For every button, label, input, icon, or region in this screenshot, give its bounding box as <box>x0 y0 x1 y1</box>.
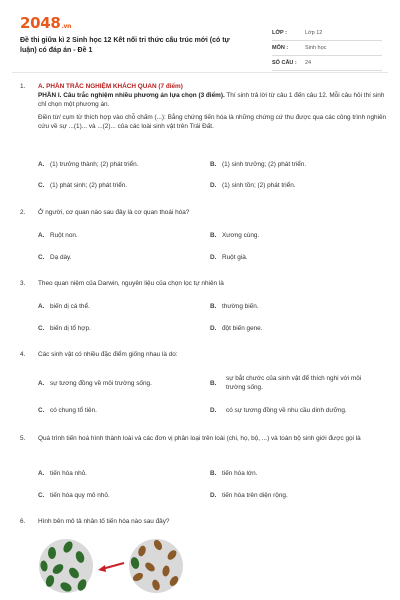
question-stem: Theo quan niệm của Darwin, nguyên liệu của chọn lọc tự nhiên là <box>38 280 224 287</box>
part-instructions <box>38 91 388 109</box>
option-letter: B. <box>210 161 217 168</box>
option-letter: D. <box>210 254 217 261</box>
option-letter: D. <box>210 492 217 499</box>
option-text: Xương cùng. <box>222 232 260 239</box>
option-text: (1) sinh tồn; (2) phát triển. <box>222 182 296 189</box>
option-text: sự tương đồng về môi trường sống. <box>50 380 152 387</box>
option-text: có chung tổ tiên. <box>50 407 97 414</box>
option-text: thường biến. <box>222 303 259 310</box>
meta-row-count <box>272 56 382 71</box>
option-letter: C. <box>38 407 45 414</box>
meta-key: MÔN : <box>272 45 289 51</box>
document-title: Đề thi giữa kì 2 Sinh học 12 Kết nối tri thức cấu trúc mới (có tự luận) có đáp án - Đề 1 <box>20 37 230 54</box>
question-3 <box>20 279 388 334</box>
question-4 <box>20 350 388 420</box>
meta-key: SỐ CÂU : <box>272 60 297 66</box>
meta-table <box>272 26 382 71</box>
question-body <box>38 82 388 131</box>
option-letter: D. <box>210 407 217 414</box>
option-text: (1) sinh trưởng; (2) phát triển. <box>222 161 307 168</box>
option-letter: C. <box>38 254 45 261</box>
option-text: (1) trưởng thành; (2) phát triển. <box>50 161 139 168</box>
option-text: tiến hóa nhỏ. <box>50 470 87 477</box>
part-text: Thí sinh trả lời từ câu 1 đến câu 12. Mỗi câu hỏi thí sinh chỉ chọn một phương án. <box>38 92 385 108</box>
option-text: Dạ dày. <box>50 254 72 261</box>
option-text: tiến hóa trên diện rộng. <box>222 492 288 499</box>
question-number: 4. <box>20 351 26 358</box>
option-letter: B. <box>210 470 217 477</box>
question-number: 3. <box>20 280 26 287</box>
logo-main: 2048 <box>20 14 61 32</box>
site-logo[interactable] <box>20 14 71 32</box>
option-text: tiến hóa lớn. <box>222 470 258 477</box>
option-text: biến dị cá thể. <box>50 303 90 310</box>
meta-row-subject <box>272 41 382 56</box>
option-letter: A. <box>38 161 45 168</box>
option-text: đột biến gene. <box>222 325 263 332</box>
option-letter: B. <box>210 303 217 310</box>
option-text: tiến hóa quy mô nhỏ. <box>50 492 110 499</box>
question-stem: Hình bên mô tả nhân tố tiến hóa nào sau đây? <box>38 518 170 525</box>
question-5 <box>20 434 388 504</box>
option-text: biến dị tổ hợp. <box>50 325 91 332</box>
question-stem: Các sinh vật có nhiều đặc điểm giống nhau là do: <box>38 351 178 358</box>
option-letter: A. <box>38 232 45 239</box>
option-letter: D. <box>210 325 217 332</box>
arrow-icon <box>98 563 124 572</box>
question-1 <box>20 82 388 194</box>
question-number: 6. <box>20 518 26 525</box>
option-letter: A. <box>38 303 45 310</box>
option-letter: C. <box>38 492 45 499</box>
question-6-figure <box>38 533 188 600</box>
meta-value: 24 <box>305 60 312 66</box>
option-letter: B. <box>210 232 217 239</box>
option-text: (1) phát sinh; (2) phát triển. <box>50 182 128 189</box>
option-text: có sự tương đồng về nhu cầu dinh dưỡng. <box>226 407 347 414</box>
logo-suffix: .vn <box>61 23 72 30</box>
part-title: PHẦN I. Câu trắc nghiệm nhiều phương án lựa chọn (3 điểm). <box>38 92 225 99</box>
option-letter: A. <box>38 470 45 477</box>
option-letter: D. <box>210 182 217 189</box>
question-number: 5. <box>20 435 26 442</box>
header <box>20 14 382 66</box>
option-letter: C. <box>38 325 45 332</box>
question-number: 1. <box>20 83 26 90</box>
meta-row-class <box>272 26 382 41</box>
option-letter: C. <box>38 182 45 189</box>
question-2 <box>20 208 388 263</box>
question-stem: Ở người, cơ quan nào sau đây là cơ quan thoái hóa? <box>38 209 190 216</box>
option-letter: A. <box>38 380 45 387</box>
meta-value: Lớp 12 <box>305 30 323 36</box>
option-text: Ruột già. <box>222 254 248 261</box>
question-number: 2. <box>20 209 26 216</box>
question-stem: Quá trình tiến hoá hình thành loài và các đơn vị phân loại trên loài (chi, họ, bộ, ...) và toàn bộ sinh giới được gọi là <box>38 435 361 442</box>
option-text: Ruột non. <box>50 232 78 239</box>
beetle-icon <box>48 547 56 559</box>
option-text: sự bắt chước của sinh vật để thích nghi với môi trường sống. <box>226 375 362 391</box>
question-stem: Điền từ/ cụm từ thích hợp vào chỗ chấm (...): Bằng chứng tiến hóa là những chứng cứ thu được qua các công trình nghiên cứu về sự ...(1)... và ...(2)... của các loài sinh vật trên Trái Đất. <box>38 114 387 130</box>
meta-value: Sinh học <box>305 45 327 51</box>
divider <box>12 72 388 73</box>
meta-key: LỚP : <box>272 30 287 36</box>
question-6 <box>20 517 388 529</box>
section-heading: A. PHẦN TRẮC NGHIỆM KHÁCH QUAN (7 điểm) <box>38 83 183 90</box>
option-letter: B. <box>210 380 217 387</box>
